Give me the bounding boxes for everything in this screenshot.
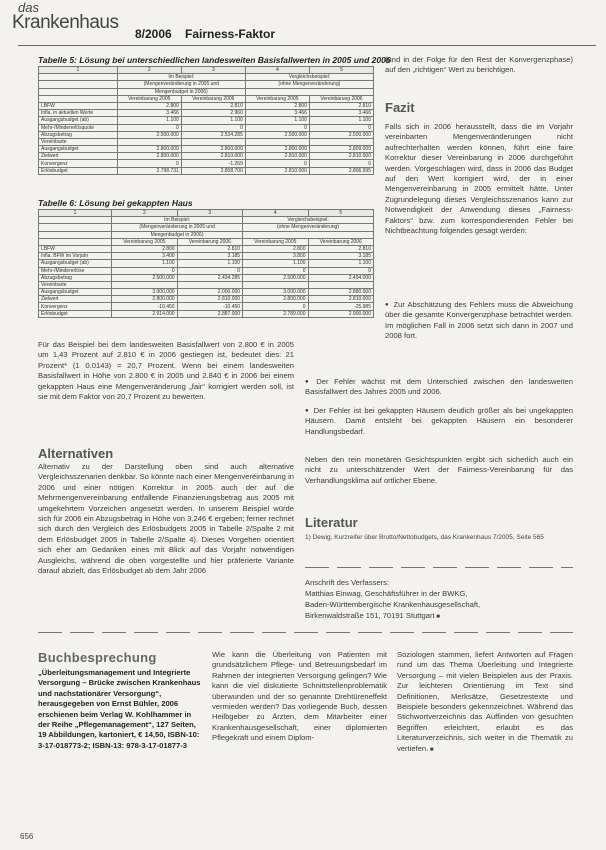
table6-cell: 2.880.000 [308,289,374,296]
table5-sub-header: Vereinbarung 2006 [309,95,373,102]
table6-group1-line: (Mengenveränderung in 2005 und [112,224,243,231]
table5-cell: 0 [117,124,181,131]
table5-cell: 0 [309,160,373,167]
table6-row [39,274,374,281]
table6-cell: 2.000.000 [177,289,242,296]
table6-row-label: LBFW [39,245,112,252]
table5-cell: 1.100 [117,117,181,124]
table5-cell: 2.500.000 [309,131,373,138]
table5-cell: 2.800.000 [117,146,181,153]
table5-cell: 2.800.000 [245,146,309,153]
table6-row [39,303,374,310]
table5-cell: 2.500.000 [245,131,309,138]
table6-cell: 2.800 [112,245,177,252]
table5-group2-line: (ohne Mengenveränderung) [245,81,373,88]
table6-sub-blank [39,238,112,245]
table6-row [39,310,374,317]
table5-cell [117,138,181,145]
table5-sub-header: Vereinbarung 2006 [181,95,245,102]
table6-row [39,267,374,274]
table6-cell: 3.400 [112,253,177,260]
alternativen-paragraph: Alternativ zu der Darstellung oben sind auch alternative Vergleichsszenarien denkbar. So könnte nach einer Mengenvereinbarung in 2006 und einer nötigen Korrektur in 2005 auch der auf die Mehrmengenvereinbarung entfallende Finanzierungsbetrag aus 2005 mit umgekehrtem Vorzeichen angesetzt werden. In unserem Beispiel würde sich für 2006 ein Abzugsbetrag in Höhe von 3.246 € ergeben; ferner rechnet sich durch den Vergleich des Erlösbudgets 2005 in Tabelle 2/Spalte 2 mit dem Erlösbudget 2005 in Tabelle 2/Spalte 4). Dieses Vorgehen orientiert sich eher am Gedanken eines mit Blick auf das Vorjahr notwendigen Ausgleichs, während die oben vorgestellte und hier präferierte Variante darauf abzielt, das Erlösbudget ab dem Jahr 2006 [38,462,294,576]
table5-row-label: Ausgangsbudget [39,146,118,153]
table6-cell: 2.500.000 [243,274,308,281]
table5-cell: 0 [245,160,309,167]
table6-colnum-2: 2 [112,210,177,217]
table6-group2-line [243,231,374,238]
alternativen-heading: Alternativen [38,446,114,461]
table5-cell: 2.806.995 [309,167,373,174]
table6-group-blank [39,217,112,224]
table6-cell: 2.887.000 [177,310,242,317]
table5-row [39,117,374,124]
table5-row [39,110,374,117]
table6-colnum-5: 5 [308,210,374,217]
table6-cell: 2.434.285 [177,274,242,281]
fazit-heading: Fazit [385,100,415,115]
table6-cell: 0 [177,267,242,274]
issue-number: 8/2006 [135,27,172,41]
table6-row-label: Zielwert [39,296,112,303]
table6-cell [308,281,374,288]
fazit-bullet-2: ● Der Fehler wächst mit dem Unterschied zwischen den landesweiten Basisfallwert des Jahres 2005 und 2006. [305,377,573,398]
table6-row-label: Vereinbarte [39,281,112,288]
table6-sub-header: Vereinbarung 2006 [177,238,242,245]
table5-group-row [39,88,374,95]
table5-cell: 0 [245,124,309,131]
author-organization: Baden-Württembergische Krankenhausgesellschaft, [305,600,481,609]
table5-caption: Tabelle 5: Lösung bei unterschiedlichen landesweiten Basisfallwerten in 2005 und 2006 [38,55,391,65]
review-column-3: Soziologen stammen, liefert Antworten auf Fragen rund um das Thema Überleitung und Integrierte Versorgung – mit vielen Beispielen aus der Praxis. Zur leichteren Orientierung im Text sind Definitionen, Merksätze, Gesetzestexte und Beispiele besonders gekennzeichnet. Während das Stichwortverzeichnis das Auffinden von gesuchten Begriffen erleichtert, erlaubt es das Literaturverzeichnis, sich weiter in die Thematik zu vertiefen. ■ [397,650,573,755]
table5-row-label: Ausgangsbudget (ab) [39,117,118,124]
closing-paragraph: Neben den rein monetären Gesichtspunkten ergibt sich sicherlich auch ein nicht zu unterschätzender Wert der Fairness-Vereinbarung für das Verhandlungsklima auf ortlicher Ebene. [305,455,573,485]
table6-cell: 2.810.000 [177,296,242,303]
review-heading: Buchbesprechung [38,650,157,665]
table6-cell: 2.914.000 [112,310,177,317]
table5-sub-header: Vereinbarung 2005 [117,95,181,102]
table5-group-row [39,74,374,81]
table6-cell [112,281,177,288]
table6-colnum-1: 1 [39,210,112,217]
table6-row-label: Mehr-/Mindererlöse [39,267,112,274]
table6-group-blank [39,224,112,231]
table5-row [39,131,374,138]
table5-cell [245,138,309,145]
table5-cell: 2.810.000 [245,167,309,174]
table5-colnum-4: 4 [245,67,309,74]
table5-cell: 2.810.000 [245,153,309,160]
table5-row [39,124,374,131]
table5-row-label: Erlösbudget [39,167,118,174]
table5-cell: 2.810.000 [181,153,245,160]
table6-group2-line: (ohne Mengenveränderung) [243,224,374,231]
table6-sub-header: Vereinbarung 2006 [308,238,374,245]
table5-cell: 2.800 [245,102,309,109]
table6-cell: 2.800.000 [112,296,177,303]
journal-logo-top: das [18,0,39,15]
table6-row-label: Erlösbudget [39,310,112,317]
table5-cell: 2.809.000 [309,146,373,153]
continuation-paragraph: (und in der Folge für den Rest der Konvergenzphase) auf den „richtigen“ Wert zu berichtigen. [385,55,573,75]
fazit-bullet-3: ● Der Fehler ist bei gekappten Häusern deutlich größer als bei ungekappten Häusern. Damit entsteht bei gekappten Häusern ein besonderer Handlungsbedarf. [305,406,573,437]
table5-row-label: Abzugsbetrag [39,131,118,138]
table5-colnum-5: 5 [309,67,373,74]
table5-row [39,167,374,174]
table5-colnum-1: 1 [39,67,118,74]
literatur-divider [305,567,573,568]
table5-cell: 3.466 [117,110,181,117]
table5-cell: 1.100 [181,117,245,124]
table5-group-blank [39,81,118,88]
table6-cell [243,281,308,288]
table5-row-label: Mehr-/Mindererlösquote [39,124,118,131]
table5-cell: 1.100 [309,117,373,124]
table5-colnum-row [39,67,374,74]
table6-colnum-3: 3 [177,210,242,217]
table6-cell: 2.810 [308,245,374,252]
table6-cell: 2.810.000 [308,296,374,303]
table5-cell: 2.810 [181,102,245,109]
table6-cell: 3.000.000 [112,289,177,296]
fazit-bullet-1: ● Zur Abschätzung des Fehlers muss die Abweichung über die gesamte Konvergenzphase betrachtet werden. Im möglichen Fall in 2006 setzt sich dann in 2007 und 2008 fort. [385,300,573,342]
table5-cell: 2.808.700 [181,167,245,174]
table5-cell: 1.100 [245,117,309,124]
table5-cell [309,138,373,145]
table5-colnum-2: 2 [117,67,181,74]
table6-cell: -25.985 [308,303,374,310]
table6-cell: -10.450 [177,303,242,310]
table5-group1-line: Im Beispiel: [117,74,245,81]
table6-group-row [39,217,374,224]
table6-row [39,281,374,288]
page-number: 656 [20,832,34,841]
table5-colnum-3: 3 [181,67,245,74]
table6-row-label: Ausgangsbudget (ab) [39,260,112,267]
author-address: Birkenwaldstraße 151, 70191 Stuttgart ■ [305,611,573,622]
table5-row [39,102,374,109]
table5-row-label: LBFW [39,102,118,109]
example-paragraph: Für das Beispiel bei dem landesweiten Basisfallwert von 2.800 € in 2005 um 1,43 Prozent auf 2.810 € in 2006 gestiegen ist, bedeutet dies: 21 Prozent* (1 0.0143) = 20,7 Prozent. Wenn bei einem landesweiten Basisfallwert in Höhe von 2.800 € in 2005 und 2.840 € in 2006 bei einem gekappten Haus eine Mengenveränderung „fair“ korrigiert werden soll, ist sie mit dem Faktor von 20,7 Prozent zu bewerten. [38,340,294,402]
table5-cell: -1.269 [181,160,245,167]
table6-group-blank [39,231,112,238]
table6-cell: 2.789.000 [243,310,308,317]
table6-row [39,245,374,252]
table6-row [39,296,374,303]
literatur-item-1: 1) Dewig, Kurzreifer über Brutto/Nettobudgets, das Krankenhaus 7/2005, Seite 565 [305,534,544,541]
table5-sub-row [39,95,374,102]
table6-row [39,289,374,296]
table5-group-blank [39,74,118,81]
table5-row [39,160,374,167]
table6-cell: 3.185 [177,253,242,260]
table6-group1-line: Mengenbudget in 2006) [112,231,243,238]
table5-sub-header: Vereinbarung 2005 [245,95,309,102]
table6-cell: 1.100 [177,260,242,267]
table5-cell: 2.534.285 [181,131,245,138]
table6-cell: 2.500.000 [112,274,177,281]
table6-cell: 2.494.000 [308,274,374,281]
table5-cell: 3.466 [309,110,373,117]
table5-sub-blank [39,95,118,102]
table5-cell: 3.466 [245,110,309,117]
table6-row [39,260,374,267]
table5-cell: 0 [181,124,245,131]
header-rule [18,45,596,46]
fazit-paragraph: Falls sich in 2006 herausstellt, dass die im Vorjahr vereinbarten Mengenveränderungen nicht aufrechterhalten werden können, führt eine faire Korrektur dieser Vereinbarung in 2006 durchgeführt werden. Vorgeschlagen wird, dass in 2006 das Budget auf den Wert korrigiert wird, der in einer Mengenvereinbarung in 2005 ermittelt hätte. Unter Zugrundelegung dieses Vergleichsszenarios kann zur Notwendigkeit der Anwendung dieses „Fairness-Faktors“ bzw. zum korrespondierenden Fehler bei Nichtbeachtung folgendes gesagt werden: [385,122,573,236]
table6-cell: 1.100 [308,260,374,267]
table6-sub-header: Vereinbarung 2005 [243,238,308,245]
table6-row-label: Ausgangsbudget [39,289,112,296]
table5-cell: 2.500.000 [117,131,181,138]
table6-cell: 2.800.000 [243,296,308,303]
table5-cell: 2.800.000 [117,153,181,160]
table6-cell: 0 [243,267,308,274]
table5-group2-line: Vergleichsbeispiel: [245,74,373,81]
table5-group-blank [39,88,118,95]
table6-cell: 0 [112,267,177,274]
table5-row [39,138,374,145]
table6-colnum-row [39,210,374,217]
table6-group-row [39,231,374,238]
table6-sub-header: Vereinbarung 2005 [112,238,177,245]
table6-cell: 2.800 [243,245,308,252]
table5-cell: 2.798.731 [117,167,181,174]
table5-cell: 2.800 [117,102,181,109]
table5-row-label: Konvergenz [39,160,118,167]
table5-row-label: Infla. in aktuellen Werte [39,110,118,117]
table6-cell: -10.450 [112,303,177,310]
table6-row-label: Infla. BFW im Vorjahr [39,253,112,260]
table5-cell: 2.810.000 [309,153,373,160]
table6-cell: 1.100 [243,260,308,267]
table6-cell: 0 [308,267,374,274]
table6-row-label: Konvergenz [39,303,112,310]
review-divider [38,632,573,633]
author-label: Anschrift des Verfassers: [305,578,389,587]
table5-row-label: Vereinbarte [39,138,118,145]
table5-group1-line: Mengenbudget in 2006) [117,88,245,95]
table6-colnum-4: 4 [243,210,308,217]
table5-cell: 2.960 [181,110,245,117]
table5-group-row [39,81,374,88]
table6-group-row [39,224,374,231]
table5-row [39,146,374,153]
table5-row-label: Zielwert [39,153,118,160]
table5-row [39,153,374,160]
table6-cell: 3.000.000 [243,289,308,296]
review-column-2: Wie kann die Überleitung von Patienten mit grundsätzlichem Pflege- und Betreuungsbedarf im Rahmen der integrierten Versorgung gelingen? Wie kann die viel diskutierte Schnittstellenproblematik überwunden und der so genannte Drehtüreneffekt vermieden werden? Das vorliegende Buch, dessen Heilbgeber zu Ärzten, dem Mitarbeiter einer Krankenhausgesellschaft, einer diplomierten Pflegekraft und einem Diplom- [212,650,387,743]
literatur-heading: Literatur [305,515,358,530]
table6-cell: 2.900.000 [308,310,374,317]
journal-logo: Krankenhaus [12,12,119,33]
table6-row [39,253,374,260]
table6-cell: 1.100 [112,260,177,267]
table5-cell [181,138,245,145]
table5-group1-line: (Mengenveränderung in 2005 und [117,81,245,88]
table5-cell: 0 [117,160,181,167]
review-book-details: „Überleitungsmanagement und Integrierte Versorgung – Brücke zwischen Krankenhaus und nachstationärer Versorgung“, herausgegeben von Ernst Bühler, 2006 erschienen beim Verlag W. Kohlhammer in der Reihe „Pflegemanagement“, 127 Seiten, 19 Abbildungen, kartoniert, € 14,50, ISBN-10: 3-17-018773-2; ISBN-13: 978-3-17-01877-3 [38,668,201,750]
table6-sub-row [39,238,374,245]
section-title: Fairness-Faktor [185,27,276,41]
table5-group2-line [245,88,373,95]
table5-cell: 0 [309,124,373,131]
table6-cell [177,281,242,288]
table6-cell: 3.800 [243,253,308,260]
table5 [38,66,374,175]
table6-group2-line: Vergleichsbeispiel: [243,217,374,224]
table6-row-label: Abzugsbetrag [39,274,112,281]
table6-cell: 2.810 [177,245,242,252]
table5-cell: 2.810 [309,102,373,109]
table5-cell: 2.800.000 [181,146,245,153]
table6-group1-line: Im Beispiel: [112,217,243,224]
table6 [38,209,374,318]
author-name: Matthias Einwag, Geschäftsführer in der BWKG, [305,589,468,598]
table6-cell: 3.185 [308,253,374,260]
table6-caption: Tabelle 6: Lösung bei gekappten Haus [38,198,193,208]
table6-cell: 0 [243,303,308,310]
